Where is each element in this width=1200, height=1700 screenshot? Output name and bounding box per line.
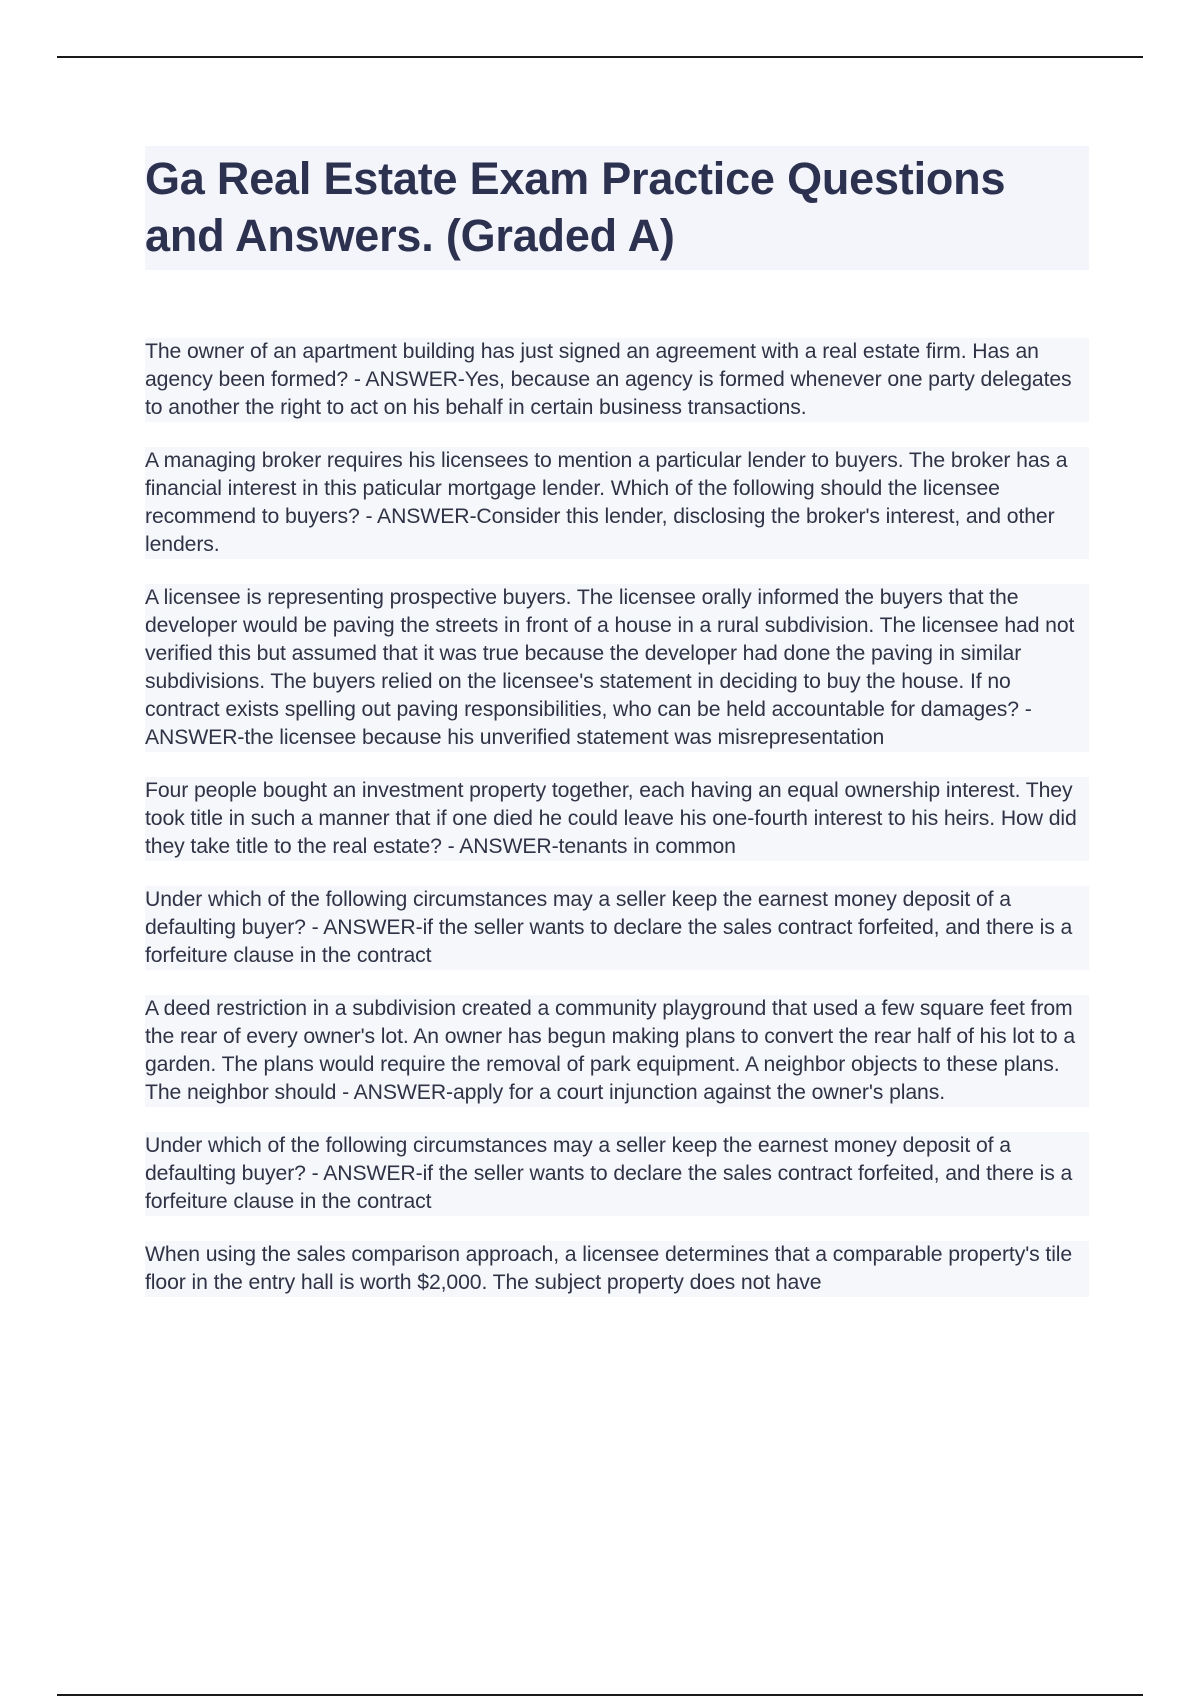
title-block <box>145 146 1089 270</box>
question-answer-4: Four people bought an investment property together, each having an equal ownership interest. They took title in such a manner that if one died he could leave his one-fourth interest to his heirs. How did they take title to the real estate? - ANSWER-tenants in common <box>145 777 1089 861</box>
bottom-rule <box>57 1694 1143 1696</box>
question-answer-6: A deed restriction in a subdivision created a community playground that used a few square feet from the rear of every owner's lot. An owner has begun making plans to convert the rear half of his lot to a garden. The plans would require the removal of park equipment. A neighbor objects to these plans. The neighbor should - ANSWER-apply for a court injunction against the owner's plans. <box>145 995 1089 1107</box>
question-list <box>145 338 1089 1322</box>
top-rule <box>57 56 1143 58</box>
question-answer-8: When using the sales comparison approach, a licensee determines that a comparable property's tile floor in the entry hall is worth $2,000. The subject property does not have <box>145 1241 1089 1297</box>
question-answer-3: A licensee is representing prospective buyers. The licensee orally informed the buyers that the developer would be paving the streets in front of a house in a rural subdivision. The licensee had not verified this but assumed that it was true because the developer had done the paving in similar subdivisions. The buyers relied on the licensee's statement in deciding to buy the house. If no contract exists spelling out paving responsibilities, who can be held accountable for damages? - ANSWER-the licensee because his unverified statement was misrepresentation <box>145 584 1089 752</box>
question-answer-1: The owner of an apartment building has just signed an agreement with a real estate firm. Has an agency been formed? - ANSWER-Yes, because an agency is formed whenever one party delegates to another the right to act on his behalf in certain business transactions. <box>145 338 1089 422</box>
question-answer-2: A managing broker requires his licensees to mention a particular lender to buyers. The broker has a financial interest in this paticular mortgage lender. Which of the following should the licensee recommend to buyers? - ANSWER-Consider this lender, disclosing the broker's interest, and other lenders. <box>145 447 1089 559</box>
question-answer-7: Under which of the following circumstances may a seller keep the earnest money deposit of a defaulting buyer? - ANSWER-if the seller wants to declare the sales contract forfeited, and there is a forfeiture clause in the contract <box>145 1132 1089 1216</box>
question-answer-5: Under which of the following circumstances may a seller keep the earnest money deposit of a defaulting buyer? - ANSWER-if the seller wants to declare the sales contract forfeited, and there is a forfeiture clause in the contract <box>145 886 1089 970</box>
document-title: Ga Real Estate Exam Practice Questions and Answers. (Graded A) <box>145 153 1006 261</box>
